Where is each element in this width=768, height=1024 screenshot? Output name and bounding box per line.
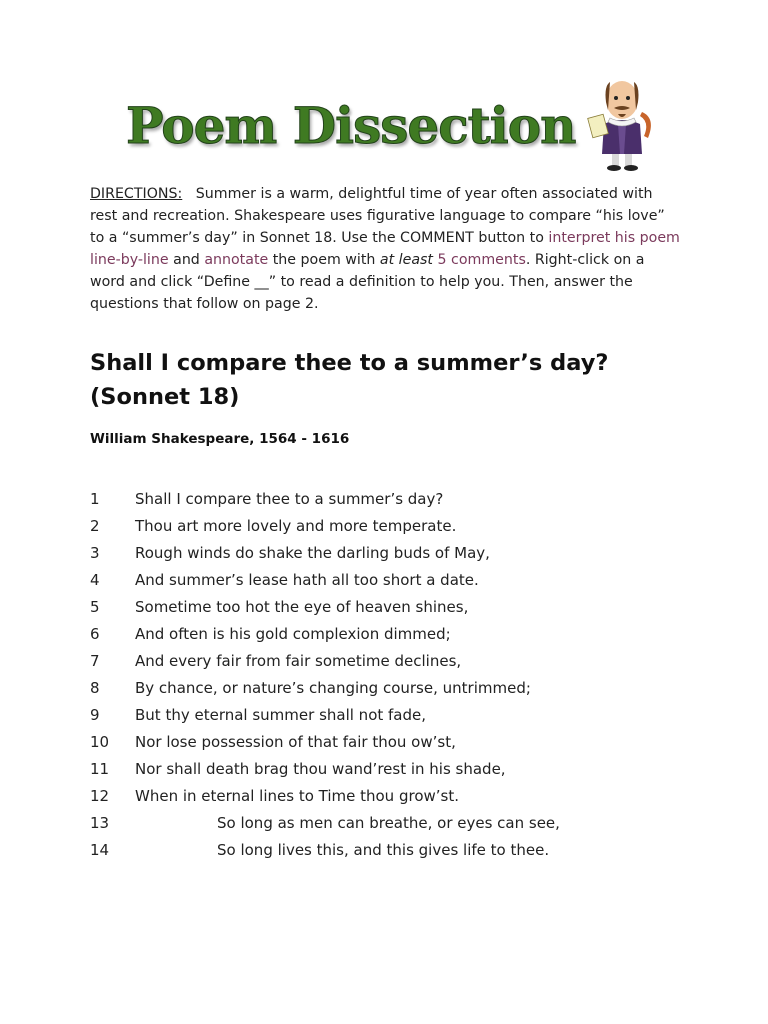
- line-number: 12: [90, 787, 110, 805]
- page-title: Poem Dissection: [126, 96, 576, 155]
- line-number: 2: [90, 517, 100, 535]
- line-number: 14: [90, 841, 110, 859]
- line-text: By chance, or nature’s changing course, untrimmed;: [135, 679, 531, 697]
- line-text: Sometime too hot the eye of heaven shines,: [135, 598, 469, 616]
- poem-line: [90, 703, 690, 730]
- poem-line: [90, 514, 690, 541]
- poem-line: [90, 676, 690, 703]
- poem-line: [90, 838, 690, 865]
- annotate-link-text: annotate: [204, 252, 269, 268]
- line-number: 3: [90, 544, 100, 562]
- comments-link-text: 5 comments: [437, 252, 526, 268]
- directions-text: and: [168, 252, 205, 268]
- line-number: 13: [90, 814, 110, 832]
- line-text: And often is his gold complexion dimmed;: [135, 625, 451, 643]
- directions-text: . Right-click on a word and click “Define __” to read a definition to help you. Then, answer the questions that follow on page 2.: [90, 252, 645, 312]
- shakespeare-portrait-icon: [584, 72, 660, 172]
- poem-line: [90, 541, 690, 568]
- directions-text: the poem with: [268, 252, 380, 268]
- poem-line: [90, 757, 690, 784]
- poem-lines: [90, 487, 690, 865]
- poem-line: [90, 730, 690, 757]
- poem-line: [90, 568, 690, 595]
- emphasis-text: at least: [379, 252, 433, 268]
- poem-line: [90, 622, 690, 649]
- poem-line: [90, 487, 690, 514]
- directions-label: DIRECTIONS:: [90, 186, 183, 202]
- poem-line: [90, 784, 690, 811]
- directions-text: Summer is a warm, delightful time of year often associated with rest and recreation. Shakespeare uses figurative language to compare “his love” to a “summer’s day” in Sonnet 18. Use the COMMENT button to: [90, 186, 665, 246]
- line-text: When in eternal lines to Time thou grow’st.: [135, 787, 459, 805]
- line-number: 1: [90, 490, 100, 508]
- line-text: Shall I compare thee to a summer’s day?: [135, 490, 444, 508]
- poem-line: [90, 649, 690, 676]
- line-text: And every fair from fair sometime declines,: [135, 652, 462, 670]
- line-number: 4: [90, 571, 100, 589]
- line-text: So long lives this, and this gives life to thee.: [217, 841, 550, 859]
- poem-title: Shall I compare thee to a summer’s day? (Sonnet 18): [90, 350, 609, 410]
- line-text: Nor shall death brag thou wand’rest in his shade,: [135, 760, 506, 778]
- line-text: Nor lose possession of that fair thou ow’st,: [135, 733, 456, 751]
- line-text: So long as men can breathe, or eyes can see,: [217, 814, 560, 832]
- header-banner: [120, 92, 680, 182]
- line-number: 5: [90, 598, 100, 616]
- interpret-link-text: interpret his poem line-by-line: [90, 230, 680, 268]
- line-number: 9: [90, 706, 100, 724]
- line-text: Rough winds do shake the darling buds of May,: [135, 544, 490, 562]
- line-number: 7: [90, 652, 100, 670]
- poem-line: [90, 811, 690, 838]
- line-text: Thou art more lovely and more temperate.: [135, 517, 457, 535]
- line-number: 11: [90, 760, 110, 778]
- line-number: 8: [90, 679, 100, 697]
- line-number: 6: [90, 625, 100, 643]
- line-number: 10: [90, 733, 110, 751]
- poem-line: [90, 595, 690, 622]
- poem-author: William Shakespeare, 1564 - 1616: [90, 431, 350, 447]
- directions-paragraph: [90, 183, 682, 315]
- line-text: But thy eternal summer shall not fade,: [135, 706, 427, 724]
- line-text: And summer’s lease hath all too short a date.: [135, 571, 479, 589]
